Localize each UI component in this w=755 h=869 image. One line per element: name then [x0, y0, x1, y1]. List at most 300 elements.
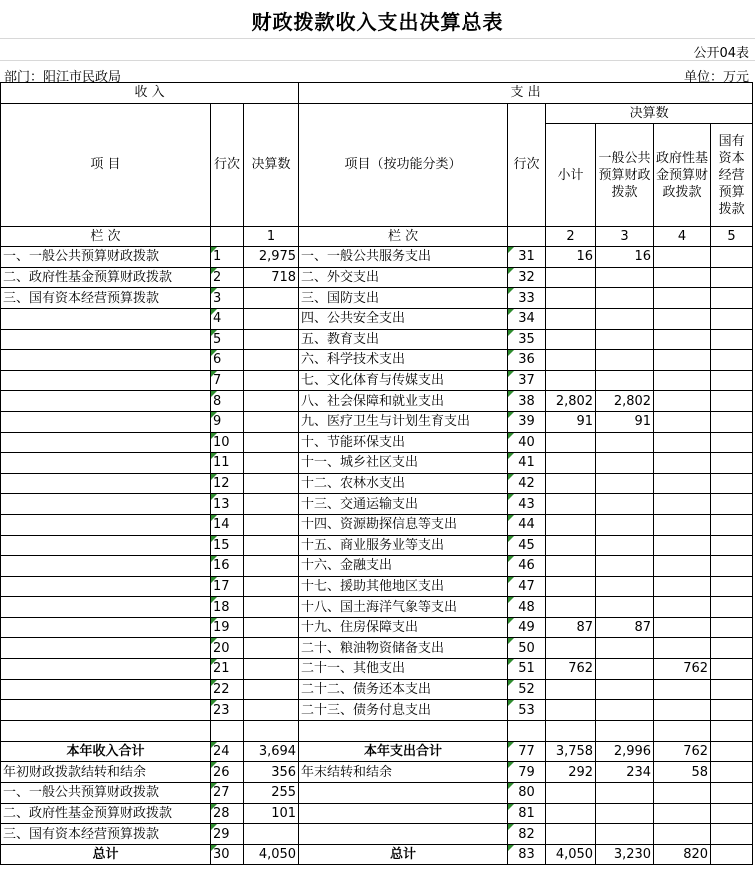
income-row-no-cell: 2	[211, 267, 244, 288]
general-budget-cell	[596, 597, 654, 618]
income-row-no-cell: 10	[211, 432, 244, 453]
general-budget-cell	[596, 308, 654, 329]
income-amount-cell	[244, 556, 299, 577]
gov-fund-cell	[654, 700, 711, 721]
income-row-no-cell: 3	[211, 288, 244, 309]
income-item-cell	[1, 308, 211, 329]
decision-header: 决算数	[546, 103, 753, 124]
expense-row-no-cell: 35	[508, 329, 546, 350]
expense-row-no-cell: 40	[508, 432, 546, 453]
table-row	[1, 576, 753, 597]
gov-fund-cell	[654, 391, 711, 412]
table-row	[1, 556, 753, 577]
table-row	[1, 679, 753, 700]
general-budget-cell	[596, 679, 654, 700]
expense-row-no-cell: 41	[508, 453, 546, 474]
gov-fund-cell	[654, 576, 711, 597]
income-row-no-cell: 12	[211, 473, 244, 494]
income-item-cell: 年初财政拨款结转和结余	[1, 762, 211, 783]
expense-row-no-cell: 36	[508, 350, 546, 371]
income-item-cell	[1, 617, 211, 638]
table-row	[1, 370, 753, 391]
income-item-cell	[1, 494, 211, 515]
state-capital-cell	[711, 824, 753, 845]
income-item-cell	[1, 679, 211, 700]
income-item-cell: 二、政府性基金预算财政拨款	[1, 267, 211, 288]
income-row-no-cell: 17	[211, 576, 244, 597]
general-budget-cell: 16	[596, 247, 654, 268]
income-row-no-cell: 16	[211, 556, 244, 577]
empty-cell	[299, 720, 508, 741]
table-row	[1, 247, 753, 268]
expense-row-no-cell: 53	[508, 700, 546, 721]
expense-row-no-cell: 33	[508, 288, 546, 309]
state-capital-header: 国有资本经营预算拨款	[711, 124, 753, 226]
expense-item-cell: 十七、援助其他地区支出	[299, 576, 508, 597]
income-item-cell: 三、国有资本经营预算拨款	[1, 824, 211, 845]
general-budget-cell	[596, 288, 654, 309]
expense-row-no-cell: 46	[508, 556, 546, 577]
expense-row-no-cell: 31	[508, 247, 546, 268]
subtotal-cell: 762	[546, 659, 596, 680]
expense-row-no-cell: 52	[508, 679, 546, 700]
state-capital-cell	[711, 411, 753, 432]
expense-item-cell: 十二、农林水支出	[299, 473, 508, 494]
gov-fund-header: 政府性基金预算财政拨款	[654, 124, 711, 226]
gov-fund-cell	[654, 288, 711, 309]
state-capital-cell	[711, 370, 753, 391]
income-item-cell	[1, 638, 211, 659]
general-budget-cell	[596, 370, 654, 391]
income-amount-header: 决算数	[244, 103, 299, 226]
state-capital-cell	[711, 329, 753, 350]
income-amount-cell: 718	[244, 267, 299, 288]
income-amount-cell	[244, 370, 299, 391]
table-row	[1, 411, 753, 432]
state-capital-cell	[711, 762, 753, 783]
subtotal-cell: 2,802	[546, 391, 596, 412]
table-row	[1, 700, 753, 721]
state-capital-cell	[711, 247, 753, 268]
income-row-no-cell: 22	[211, 679, 244, 700]
table-row	[1, 432, 753, 453]
income-amount-cell	[244, 514, 299, 535]
income-item-cell	[1, 535, 211, 556]
subtotal-cell	[546, 329, 596, 350]
empty-cell	[596, 720, 654, 741]
income-amount-cell: 4,050	[244, 844, 299, 865]
income-item-cell	[1, 453, 211, 474]
sheet-gridline	[0, 60, 755, 61]
expense-item-cell: 一、一般公共服务支出	[299, 247, 508, 268]
expense-row-no-cell: 34	[508, 308, 546, 329]
summary-row	[1, 783, 753, 804]
col-index-blank	[211, 226, 244, 247]
income-item-cell: 二、政府性基金预算财政拨款	[1, 803, 211, 824]
expense-row-no-cell: 80	[508, 783, 546, 804]
gov-fund-cell: 820	[654, 844, 711, 865]
expense-row-no-cell: 38	[508, 391, 546, 412]
income-row-no-cell: 29	[211, 824, 244, 845]
subtotal-cell	[546, 453, 596, 474]
state-capital-cell	[711, 556, 753, 577]
expense-row-no-cell: 43	[508, 494, 546, 515]
income-row-no-cell: 15	[211, 535, 244, 556]
expense-item-header: 项目（按功能分类）	[299, 103, 508, 226]
income-row-no-cell: 20	[211, 638, 244, 659]
empty-cell	[211, 720, 244, 741]
general-budget-cell	[596, 576, 654, 597]
subtotal-cell	[546, 824, 596, 845]
table-row	[1, 267, 753, 288]
table-row	[1, 617, 753, 638]
gov-fund-cell	[654, 267, 711, 288]
general-budget-cell	[596, 267, 654, 288]
income-row-no-cell: 8	[211, 391, 244, 412]
expense-item-cell: 十、节能环保支出	[299, 432, 508, 453]
summary-row	[1, 741, 753, 762]
gov-fund-cell	[654, 783, 711, 804]
general-budget-cell	[596, 514, 654, 535]
expense-item-cell	[299, 803, 508, 824]
subtotal-cell	[546, 803, 596, 824]
expense-row-no-cell: 39	[508, 411, 546, 432]
col-index-4: 4	[654, 226, 711, 247]
income-amount-cell	[244, 494, 299, 515]
income-amount-cell	[244, 288, 299, 309]
general-budget-cell	[596, 432, 654, 453]
gov-fund-cell	[654, 432, 711, 453]
unit-label: 单位：万元	[683, 70, 749, 85]
summary-row	[1, 762, 753, 783]
subtotal-header: 小计	[546, 124, 596, 226]
section-header-row	[1, 83, 753, 104]
income-amount-cell	[244, 535, 299, 556]
income-item-cell	[1, 659, 211, 680]
expense-item-cell: 十五、商业服务业等支出	[299, 535, 508, 556]
expense-row-no-cell: 77	[508, 741, 546, 762]
income-row-no-cell: 21	[211, 659, 244, 680]
income-row-no-cell: 19	[211, 617, 244, 638]
income-amount-cell: 3,694	[244, 741, 299, 762]
income-amount-cell	[244, 350, 299, 371]
department-label: 部门：阳江市民政局	[4, 70, 122, 85]
col-index-2: 2	[546, 226, 596, 247]
income-amount-cell	[244, 432, 299, 453]
income-row-no-cell: 18	[211, 597, 244, 618]
expense-item-cell: 六、科学技术支出	[299, 350, 508, 371]
state-capital-cell	[711, 453, 753, 474]
expense-row-no-cell: 49	[508, 617, 546, 638]
income-row-no-header: 行次	[211, 103, 244, 226]
subtotal-cell	[546, 288, 596, 309]
income-item-cell: 一、一般公共预算财政拨款	[1, 247, 211, 268]
income-row-no-cell: 6	[211, 350, 244, 371]
income-amount-cell	[244, 824, 299, 845]
gov-fund-cell	[654, 535, 711, 556]
state-capital-cell	[711, 597, 753, 618]
income-item-cell: 本年收入合计	[1, 741, 211, 762]
income-row-no-cell: 9	[211, 411, 244, 432]
empty-cell	[1, 720, 211, 741]
income-row-no-cell: 13	[211, 494, 244, 515]
income-row-no-cell: 7	[211, 370, 244, 391]
general-budget-cell	[596, 329, 654, 350]
gov-fund-cell	[654, 370, 711, 391]
subtotal-cell	[546, 576, 596, 597]
state-capital-cell	[711, 844, 753, 865]
expense-item-cell: 二十一、其他支出	[299, 659, 508, 680]
subtotal-cell	[546, 638, 596, 659]
general-budget-cell	[596, 700, 654, 721]
state-capital-cell	[711, 350, 753, 371]
income-row-no-cell: 1	[211, 247, 244, 268]
gov-fund-cell	[654, 556, 711, 577]
table-row	[1, 638, 753, 659]
table-row	[1, 535, 753, 556]
state-capital-cell	[711, 494, 753, 515]
general-budget-cell: 2,996	[596, 741, 654, 762]
income-row-no-cell: 24	[211, 741, 244, 762]
expense-row-no-cell: 48	[508, 597, 546, 618]
table-row	[1, 391, 753, 412]
income-amount-cell	[244, 411, 299, 432]
state-capital-cell	[711, 659, 753, 680]
expense-item-cell: 十八、国土海洋气象等支出	[299, 597, 508, 618]
income-item-cell	[1, 514, 211, 535]
expense-row-no-cell: 47	[508, 576, 546, 597]
gov-fund-cell	[654, 494, 711, 515]
state-capital-cell	[711, 638, 753, 659]
income-item-cell	[1, 556, 211, 577]
empty-cell	[244, 720, 299, 741]
table-row	[1, 514, 753, 535]
income-item-cell: 三、国有资本经营预算拨款	[1, 288, 211, 309]
expense-item-cell: 十九、住房保障支出	[299, 617, 508, 638]
expense-item-cell: 总计	[299, 844, 508, 865]
subtotal-cell	[546, 308, 596, 329]
income-item-cell: 总计	[1, 844, 211, 865]
state-capital-cell	[711, 391, 753, 412]
subtotal-cell: 16	[546, 247, 596, 268]
state-capital-cell	[711, 741, 753, 762]
income-item-cell: 一、一般公共预算财政拨款	[1, 783, 211, 804]
column-header-row	[1, 103, 753, 124]
subtotal-cell	[546, 473, 596, 494]
expense-header: 支 出	[299, 83, 753, 104]
state-capital-cell	[711, 783, 753, 804]
state-capital-cell	[711, 535, 753, 556]
expense-item-cell: 四、公共安全支出	[299, 308, 508, 329]
subtotal-cell	[546, 350, 596, 371]
subtotal-cell	[546, 679, 596, 700]
state-capital-cell	[711, 514, 753, 535]
state-capital-cell	[711, 700, 753, 721]
income-item-cell	[1, 576, 211, 597]
income-row-no-cell: 23	[211, 700, 244, 721]
income-item-header: 项 目	[1, 103, 211, 226]
expense-item-cell: 八、社会保障和就业支出	[299, 391, 508, 412]
income-amount-cell	[244, 576, 299, 597]
income-item-cell	[1, 329, 211, 350]
gov-fund-cell: 762	[654, 659, 711, 680]
expense-row-no-cell: 32	[508, 267, 546, 288]
subtotal-cell: 292	[546, 762, 596, 783]
income-amount-cell	[244, 700, 299, 721]
expense-item-cell: 本年支出合计	[299, 741, 508, 762]
expense-row-no-cell: 44	[508, 514, 546, 535]
income-item-cell	[1, 370, 211, 391]
income-amount-cell: 356	[244, 762, 299, 783]
gov-fund-cell	[654, 411, 711, 432]
summary-row	[1, 803, 753, 824]
income-row-no-cell: 26	[211, 762, 244, 783]
table-row	[1, 494, 753, 515]
expense-row-no-cell: 37	[508, 370, 546, 391]
income-amount-cell	[244, 308, 299, 329]
expense-item-cell: 十四、资源勘探信息等支出	[299, 514, 508, 535]
table-row	[1, 473, 753, 494]
subtotal-cell	[546, 432, 596, 453]
income-row-no-cell: 4	[211, 308, 244, 329]
expense-item-cell: 五、教育支出	[299, 329, 508, 350]
gov-fund-cell	[654, 617, 711, 638]
income-amount-cell	[244, 453, 299, 474]
table-row	[1, 659, 753, 680]
general-budget-header: 一般公共预算财政拨款	[596, 124, 654, 226]
form-number: 公开04表	[693, 46, 749, 61]
subtotal-cell: 3,758	[546, 741, 596, 762]
subtotal-cell	[546, 535, 596, 556]
income-item-cell	[1, 350, 211, 371]
col-index-3: 3	[596, 226, 654, 247]
expense-row-no-cell: 83	[508, 844, 546, 865]
expense-item-cell: 九、医疗卫生与计划生育支出	[299, 411, 508, 432]
general-budget-cell	[596, 803, 654, 824]
subtotal-cell: 91	[546, 411, 596, 432]
state-capital-cell	[711, 432, 753, 453]
income-amount-cell	[244, 391, 299, 412]
income-amount-cell: 101	[244, 803, 299, 824]
gov-fund-cell	[654, 824, 711, 845]
gov-fund-cell	[654, 473, 711, 494]
gov-fund-cell	[654, 308, 711, 329]
general-budget-cell: 3,230	[596, 844, 654, 865]
spacer-row	[1, 720, 753, 741]
expense-item-cell: 二十三、债务付息支出	[299, 700, 508, 721]
expense-item-cell: 十六、金融支出	[299, 556, 508, 577]
income-row-no-cell: 11	[211, 453, 244, 474]
general-budget-cell	[596, 473, 654, 494]
subtotal-cell	[546, 514, 596, 535]
expense-item-cell	[299, 824, 508, 845]
expense-row-no-header: 行次	[508, 103, 546, 226]
subtotal-cell: 4,050	[546, 844, 596, 865]
table-row	[1, 288, 753, 309]
income-row-no-cell: 5	[211, 329, 244, 350]
income-item-cell	[1, 411, 211, 432]
expense-item-cell: 十一、城乡社区支出	[299, 453, 508, 474]
general-budget-cell: 87	[596, 617, 654, 638]
income-item-cell	[1, 700, 211, 721]
expense-row-no-cell: 51	[508, 659, 546, 680]
summary-row	[1, 844, 753, 865]
gov-fund-cell	[654, 514, 711, 535]
state-capital-cell	[711, 288, 753, 309]
general-budget-cell	[596, 350, 654, 371]
expense-row-no-cell: 50	[508, 638, 546, 659]
expense-item-cell: 三、国防支出	[299, 288, 508, 309]
state-capital-cell	[711, 267, 753, 288]
general-budget-cell	[596, 659, 654, 680]
gov-fund-cell	[654, 350, 711, 371]
subtotal-cell	[546, 556, 596, 577]
income-row-no-cell: 14	[211, 514, 244, 535]
general-budget-cell: 91	[596, 411, 654, 432]
general-budget-cell: 234	[596, 762, 654, 783]
gov-fund-cell	[654, 329, 711, 350]
expense-item-cell: 二、外交支出	[299, 267, 508, 288]
gov-fund-cell: 762	[654, 741, 711, 762]
table-row	[1, 308, 753, 329]
general-budget-cell	[596, 824, 654, 845]
income-item-cell	[1, 597, 211, 618]
subtotal-cell	[546, 267, 596, 288]
table-row	[1, 453, 753, 474]
expense-row-no-cell: 82	[508, 824, 546, 845]
general-budget-cell	[596, 453, 654, 474]
col-index-5: 5	[711, 226, 753, 247]
income-amount-cell	[244, 329, 299, 350]
summary-row	[1, 824, 753, 845]
empty-cell	[711, 720, 753, 741]
income-amount-cell: 2,975	[244, 247, 299, 268]
subtotal-cell	[546, 494, 596, 515]
col-label-right: 栏 次	[299, 226, 508, 247]
col-index-1: 1	[244, 226, 299, 247]
state-capital-cell	[711, 617, 753, 638]
income-amount-cell	[244, 473, 299, 494]
subtotal-cell	[546, 783, 596, 804]
income-row-no-cell: 28	[211, 803, 244, 824]
general-budget-cell	[596, 556, 654, 577]
gov-fund-cell	[654, 247, 711, 268]
gov-fund-cell	[654, 597, 711, 618]
empty-cell	[546, 720, 596, 741]
gov-fund-cell	[654, 803, 711, 824]
column-index-row	[1, 226, 753, 247]
table-row	[1, 329, 753, 350]
state-capital-cell	[711, 308, 753, 329]
report-title: 财政拨款收入支出决算总表	[251, 10, 504, 34]
expense-item-cell	[299, 783, 508, 804]
income-amount-cell	[244, 659, 299, 680]
general-budget-cell: 2,802	[596, 391, 654, 412]
expense-item-cell: 二十二、债务还本支出	[299, 679, 508, 700]
state-capital-cell	[711, 473, 753, 494]
col-index-blank	[508, 226, 546, 247]
general-budget-cell	[596, 783, 654, 804]
gov-fund-cell	[654, 453, 711, 474]
income-amount-cell	[244, 679, 299, 700]
income-amount-cell	[244, 638, 299, 659]
income-header: 收 入	[1, 83, 299, 104]
gov-fund-cell: 58	[654, 762, 711, 783]
table-row	[1, 597, 753, 618]
income-amount-cell	[244, 617, 299, 638]
expense-item-cell: 七、文化体育与传媒支出	[299, 370, 508, 391]
subtotal-cell: 87	[546, 617, 596, 638]
